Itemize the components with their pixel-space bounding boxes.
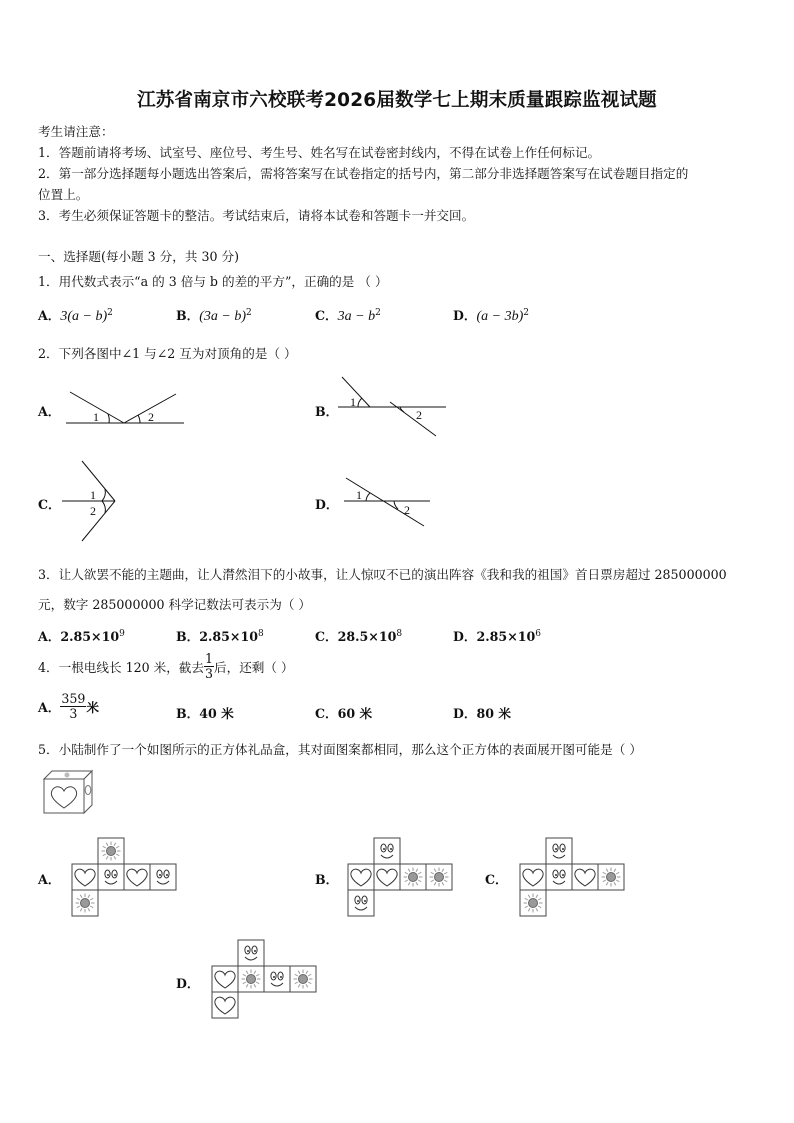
fraction-numerator: 359 bbox=[61, 691, 86, 706]
angle-1-label: 1 bbox=[356, 488, 362, 502]
question-1-stem: 1．用代数式表示“a 的 3 倍与 b 的差的平方”，正确的是 （ ） bbox=[38, 274, 388, 289]
sun-tile bbox=[72, 890, 98, 916]
smiley-tile bbox=[546, 864, 572, 890]
option-label: B． bbox=[176, 629, 200, 644]
question-3-stem-2: 元，数字 285000000 科学记数法可表示为（ ） bbox=[38, 597, 312, 612]
angle-1-label: 1 bbox=[350, 395, 356, 409]
q5-label-d: D． bbox=[176, 976, 200, 991]
angle-2-label: 2 bbox=[416, 408, 422, 422]
angle-1-label: 1 bbox=[90, 488, 96, 502]
option-label: B． bbox=[176, 308, 200, 323]
notice-item-2-cont: 位置上。 bbox=[38, 187, 89, 202]
question-2-stem: 2．下列各图中∠1 与∠2 互为对顶角的是（ ） bbox=[38, 346, 297, 361]
option-exponent: 2 bbox=[246, 307, 252, 318]
heart-tile bbox=[124, 864, 150, 890]
angle-2-label: 2 bbox=[90, 504, 96, 518]
option-expr: (3a − b) bbox=[199, 309, 247, 324]
option-value: 40 米 bbox=[199, 706, 234, 721]
angle-2-label: 2 bbox=[148, 410, 154, 424]
option-exponent: 8 bbox=[258, 628, 264, 639]
sun-tile bbox=[290, 966, 316, 992]
option-value: 2.85×10 bbox=[476, 629, 536, 644]
sun-tile bbox=[238, 966, 264, 992]
smiley-tile bbox=[546, 838, 572, 864]
stem-post: 后，还剩（ ） bbox=[214, 660, 294, 675]
heart-tile bbox=[348, 864, 374, 890]
q2-label-d: D． bbox=[315, 497, 339, 512]
sun-tile bbox=[598, 864, 624, 890]
notice-item-3: 3．考生必须保证答题卡的整洁。考试结束后，请将本试卷和答题卡一并交回。 bbox=[38, 208, 475, 223]
option-label: A． bbox=[38, 308, 61, 323]
option-label: C． bbox=[315, 706, 338, 721]
heart-tile bbox=[212, 966, 238, 992]
smiley-tile bbox=[238, 940, 264, 966]
fraction-numerator: 1 bbox=[205, 651, 214, 666]
smiley-tile bbox=[264, 966, 290, 992]
q2-label-b: B． bbox=[315, 404, 339, 419]
fraction-denominator: 3 bbox=[69, 706, 78, 721]
heart-tile bbox=[520, 864, 546, 890]
option-label: C． bbox=[315, 308, 338, 323]
question-3-stem-1: 3．让人欲罢不能的主题曲，让人潸然泪下的小故事，让人惊叹不已的演出阵容《我和我的祖国》首日票房超过 285000000 bbox=[38, 567, 727, 582]
option-expr: (a − 3b) bbox=[476, 309, 524, 324]
question-5-stem: 5．小陆制作了一个如图所示的正方体礼品盒，其对面图案都相同，那么这个正方体的表面展开图可能是（ ） bbox=[38, 742, 642, 757]
q5-label-c: C． bbox=[485, 872, 508, 887]
smiley-tile bbox=[374, 838, 400, 864]
option-expr: 3a − b bbox=[337, 309, 376, 324]
option-expr: 3(a − b) bbox=[60, 309, 108, 324]
notice-item-2: 2．第一部分选择题每小题选出答案后，需将答案写在试卷指定的括号内，第二部分非选择题答案写在试卷题目指定的 bbox=[38, 166, 689, 181]
option-value: 2.85×10 bbox=[199, 629, 259, 644]
option-unit: 米 bbox=[86, 700, 100, 715]
smiley-tile bbox=[348, 890, 374, 916]
option-value: 60 米 bbox=[337, 706, 373, 721]
sun-tile bbox=[520, 890, 546, 916]
fraction-denominator: 3 bbox=[205, 666, 214, 681]
heart-tile bbox=[374, 864, 400, 890]
option-label: A． bbox=[38, 700, 61, 715]
angle-1-label: 1 bbox=[93, 410, 99, 424]
option-label: A． bbox=[38, 629, 61, 644]
smiley-tile bbox=[98, 864, 124, 890]
stem-pre: 4．一根电线长 120 米，截去 bbox=[38, 660, 204, 675]
option-label: D． bbox=[453, 629, 477, 644]
heart-tile bbox=[212, 992, 238, 1018]
option-exponent: 2 bbox=[523, 307, 530, 318]
section-heading: 一、选择题(每小题 3 分，共 30 分) bbox=[38, 249, 240, 264]
option-value: 80 米 bbox=[476, 706, 512, 721]
option-label: B． bbox=[176, 706, 200, 721]
q2-label-a: A． bbox=[38, 404, 61, 419]
sun-tile bbox=[400, 864, 426, 890]
option-exponent: 2 bbox=[375, 307, 381, 318]
q5-label-a: A． bbox=[38, 872, 61, 887]
option-label: C． bbox=[315, 629, 338, 644]
sun-tile bbox=[98, 838, 124, 864]
heart-tile bbox=[572, 864, 598, 890]
angle-2-label: 2 bbox=[404, 503, 410, 517]
heart-tile bbox=[72, 864, 98, 890]
page-title: 江苏省南京市六校联考2026届数学七上期末质量跟踪监视试题 bbox=[137, 90, 657, 111]
option-label: D． bbox=[453, 706, 477, 721]
notice-heading: 考生请注意： bbox=[38, 124, 114, 139]
option-exponent: 8 bbox=[396, 628, 403, 639]
q5-label-b: B． bbox=[315, 872, 339, 887]
smiley-tile bbox=[150, 864, 176, 890]
option-exponent: 6 bbox=[535, 628, 542, 639]
notice-item-1: 1．答题前请将考场、试室号、座位号、考生号、姓名写在试卷密封线内，不得在试卷上作任何标记。 bbox=[38, 145, 601, 160]
option-exponent: 2 bbox=[107, 307, 113, 318]
q2-label-c: C． bbox=[38, 497, 61, 512]
option-value: 28.5×10 bbox=[337, 629, 397, 644]
sun-tile bbox=[426, 864, 452, 890]
option-label: D． bbox=[453, 308, 477, 323]
option-value: 2.85×10 bbox=[60, 629, 120, 644]
option-exponent: 9 bbox=[119, 628, 125, 639]
